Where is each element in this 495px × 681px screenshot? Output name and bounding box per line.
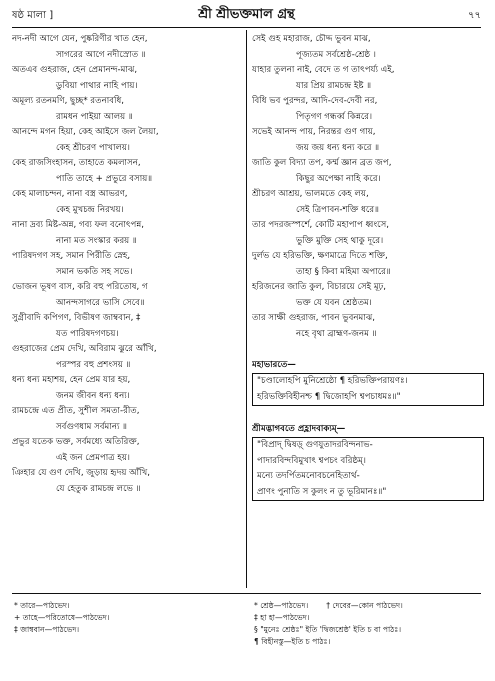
verse-line: ভক্ত যে যবন শ্রেষ্ঠতম।	[296, 297, 372, 308]
verse-line: দুর্লভ যে হরিভক্তি, ক্ষণমাত্রে দিতে শক্তি,	[252, 251, 388, 261]
footnote-row	[254, 624, 484, 636]
verse-line: প্রভুর যতেক ভক্ত, সর্বমধ্যে অতিরিক্ত,	[12, 437, 140, 447]
verse-line: কেহ শ্রীচরণ পাখালয়।	[56, 142, 130, 153]
verse-line: যাহার তুলনা নাই, বেদে ত গ তাৎপর্য্য এই,	[252, 65, 395, 75]
page-header	[12, 2, 481, 26]
verse-line: জনম জীবন ধন্য ধন্য।	[56, 390, 130, 401]
sanskrit-quote-line: "বিপ্রাদ্ দ্বিষড়্ গুণযুতাদরবিন্দনাভ-	[252, 437, 484, 454]
footnotes-right	[254, 600, 484, 648]
footnote: * তারে—পাঠভেদ।	[14, 601, 70, 610]
sanskrit-quote-line: প্রাণং পুনাতি স কুলং ন তু ভূরিমানঃ॥"	[252, 485, 484, 502]
verse-line: সাগরের আগে নদীস্রোত ॥	[56, 49, 146, 60]
column-divider	[246, 30, 247, 588]
verse-line: জয় জয় ধন্য ধন্য করে ॥	[296, 142, 380, 153]
verse-line: পিতৃগণ গন্ধর্ব্ব কিন্নরে।	[296, 111, 373, 122]
footnote: ‡ হা হা—পাঠভেদ।	[254, 613, 310, 622]
verse-line: কেহ মালাচন্দন, নানা বস্ত্র আভরণ,	[12, 189, 128, 199]
verse-line: জাতি কুল বিদ্যা তপ, কর্ম্ম জ্ঞান ব্রত জপ,	[252, 158, 392, 168]
footnote: + তাহে—পরিতোষে—পাঠভেদ।	[14, 613, 110, 622]
verse-line: রামচন্দ্রে এত প্রীত, সুশীল সমতা-রীত,	[12, 406, 140, 416]
verse-line: তাহা § কিবা মহিমা অপারে॥	[296, 266, 391, 277]
verse-line: পারিষদগণ সহ, সমান পিরীতি স্নেহ,	[12, 251, 131, 261]
verse-line: ডুবিয়া পাথার নাহি পায়।	[56, 80, 138, 91]
verse-line: ঞিহার যে গুণ দেখি, জুড়ায় হৃদয় আঁখি,	[12, 468, 150, 478]
verse-line: নানা মত সংস্কার করয় ॥	[56, 235, 137, 246]
verse-line: গুহরাজের প্রেম দেখি, অবিরাম ঝুরে আঁখি,	[12, 344, 157, 354]
verse-line: কেহ রাজসিংহাসন, তাহাতে কমলাসন,	[12, 158, 141, 168]
footnote-row	[254, 636, 484, 648]
sanskrit-quote-line: "চণ্ডালোহপি মুনিশ্রেষ্ঠো ¶ হরিভক্তিপরায়ণঃ।	[252, 373, 484, 390]
footnote: ¶ বিহীনস্তু—ইতি চ পাঠঃ।	[254, 637, 331, 646]
footnote-row	[254, 612, 484, 624]
bhagavat-heading: শ্রীমদ্ভাগবতে প্রহ্লাদবাক্যম্—	[252, 423, 346, 434]
mahabharat-heading: মহাভারতে—	[252, 359, 296, 370]
verse-line: সুগ্রীবাদি কপিগণ, বিভীষণ জাম্ববান, ‡	[12, 313, 141, 323]
verse-line: নহে বৃথা ব্রাহ্মণ-জনম ॥	[296, 328, 377, 339]
footnote: ‡ জাম্ববান—পাঠভেদ।	[14, 625, 80, 634]
footnote: § "মুনেঃ শ্রেষ্ঠঃ" ইতি 'দ্বিজশ্রেষ্ঠ' ইতি চ বা পাঠঃ।	[254, 625, 402, 634]
verse-line: হরিজনের জাতি কুল, বিচারয়ে সেই মূঢ়,	[252, 282, 387, 292]
verse-line: পাতি তাহে + প্রভুরে বসায়॥	[56, 173, 153, 184]
page-number: ৭৭	[467, 10, 481, 21]
verse-line: পরস্পর বহু প্রশংসয় ॥	[56, 359, 131, 370]
verse-line: সভেই আনন্দ পায়, নিরন্তর গুণ গায়,	[252, 127, 376, 137]
verse-line: যে হেতুক রামচন্দ্র লভে ॥	[56, 483, 141, 494]
spacer	[252, 342, 484, 358]
book-title: শ্রী শ্রীভক্তমাল গ্রন্থ	[198, 7, 295, 22]
verse-line: আনন্দসাগরে ভাসি সেবে॥	[56, 297, 145, 308]
spacer	[252, 406, 484, 422]
verse-line: সেই গুহ মহারাজ, চৌদ্দ ভুবন মাঝ,	[252, 34, 371, 44]
verse-line: অমূল্য রতনমণি, ছুচ্ছ* রতনাবধি,	[12, 96, 124, 106]
verse-line: যার প্রিয় রামচন্দ্র ইষ্ট ॥	[296, 80, 372, 91]
verse-line: নানা দ্রব্য মিষ্ট-অন্ন, গব্য ফল বনোৎপন্ন,	[12, 220, 144, 230]
footnotes-left	[14, 600, 240, 636]
verse-line: ধন্য ধন্য মহাশয়, হেন প্রেম যার হয়,	[12, 375, 131, 385]
verse-line: আনন্দে মগন হিয়া, কেহ আইসে জল লৈয়া,	[12, 127, 159, 137]
left-column	[12, 32, 240, 497]
right-column	[252, 32, 484, 501]
verse-line: শ্রীচরণ আশ্রয়, ভালমতে কেহ লয়,	[252, 189, 369, 199]
verse-line: সর্বগুণধাম সর্বমান্য ॥	[56, 421, 128, 432]
verse-line: অতএব গুহরাজ, হেন প্রেমানন্দ-মাঝ,	[12, 65, 138, 75]
verse-line: সেই ত্রিপাবন-শক্তি ধরে॥	[296, 204, 379, 215]
verse-line: কেহ মুখচন্দ্র নিরখয়।	[56, 204, 124, 215]
sanskrit-quote-line: হরিভক্তিবিহীনশ্চ ¶ দ্বিজোহপি শ্বপচাধমঃ॥"	[252, 390, 484, 407]
sanskrit-quote-line: মন্যে তদর্পিতমনোবচনেহিতার্থ-	[252, 469, 484, 485]
verse-line: নদ-নদী আগে যেন, পুষ্করিণীর খাত হেন,	[12, 34, 148, 44]
footnote: * শ্রেষ্ঠ—পাঠভেদ।	[254, 601, 309, 610]
verse-line: বিধি ভব পুরন্দর, আদি-দেব-দেবী নর,	[252, 96, 378, 106]
verse-line: যত পারিষদগণচয়।	[56, 328, 119, 339]
verse-line: পূজ্যতম সর্বশ্রেষ্ঠ-শ্রেষ্ঠ ।	[296, 49, 376, 60]
verse-line: এই জন প্রেমপাত্র হয়।	[56, 452, 130, 463]
footnote-rule	[12, 593, 481, 594]
verse-line: তার পদরজস্পর্শে, কোটি মহাপাপ ধ্বংসে,	[252, 220, 390, 230]
sanskrit-quote-line: পাদারবিন্দবিমুখাৎ শ্বপচং বরিষ্ঠম্।	[252, 454, 484, 470]
verse-line: সমান ভকতি সহ সভে।	[56, 266, 133, 277]
verse-line: ভুক্তি মুক্তি সেহ থাকু দূরে।	[296, 235, 384, 246]
footnote-row	[254, 600, 484, 612]
verse-line: রামধন পাইয়া আলয় ॥	[56, 111, 133, 122]
section-label: ষষ্ঠ মালা ]	[12, 10, 54, 21]
verse-line: তার সাক্ষী গুহরাজ, পাবন ভুবনমাঝ,	[252, 313, 376, 323]
footnote: † দেবের—কোন পাঠভেদ।	[326, 601, 403, 610]
verse-line: ভোজন ভূষণ বাস, করি বহু পরিতোষ, গ	[12, 282, 148, 292]
header-rule	[12, 27, 481, 28]
verse-line: কিছুর অপেক্ষা নাহি করে।	[296, 173, 381, 184]
